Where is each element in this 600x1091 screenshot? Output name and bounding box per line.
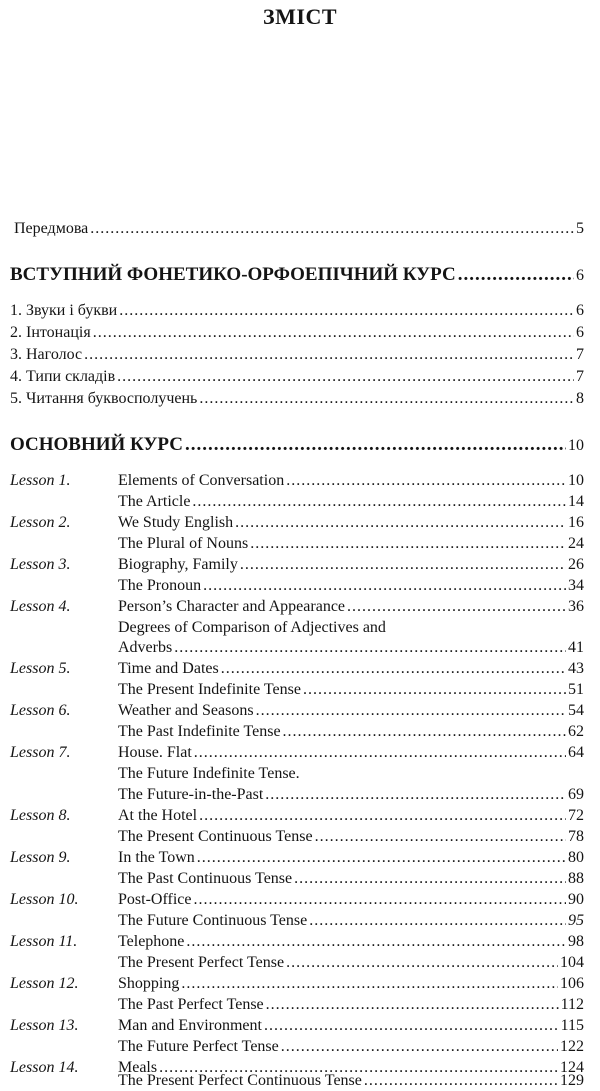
leader-dots <box>117 368 574 386</box>
toc-entry-label: Shopping <box>118 975 180 992</box>
toc-page-number: 26 <box>568 556 584 573</box>
lesson-number: Lesson 11. <box>10 933 78 950</box>
toc-entry[interactable] <box>118 723 584 741</box>
toc-page-number: 16 <box>568 514 584 531</box>
toc-entry[interactable] <box>118 514 584 532</box>
leader-dots <box>286 954 558 972</box>
toc-entry-label: The Past Continuous Tense <box>118 870 293 887</box>
leader-dots <box>93 324 574 342</box>
toc-entry[interactable] <box>118 660 584 678</box>
toc-entry[interactable] <box>118 996 584 1014</box>
toc-entry[interactable] <box>10 324 584 342</box>
toc-entry[interactable] <box>118 1072 584 1090</box>
toc-entry-label: 2. Інтонація <box>10 324 91 341</box>
leader-dots <box>281 1038 558 1056</box>
leader-dots <box>119 302 574 320</box>
lesson-number: Lesson 13. <box>10 1017 79 1034</box>
toc-entry-label: Biography, Family <box>118 556 238 573</box>
toc-entry-label: House. Flat <box>118 744 192 761</box>
toc-page-number: 34 <box>568 577 584 594</box>
toc-page-number: 112 <box>560 996 584 1013</box>
leader-dots <box>458 264 574 286</box>
toc-entry-label: The Future Continuous Tense <box>118 912 308 929</box>
toc-section-phonetics[interactable] <box>10 264 584 286</box>
leader-dots <box>192 493 566 511</box>
leader-dots <box>286 472 566 490</box>
toc-entry[interactable] <box>118 577 584 595</box>
toc-page-number: 6 <box>576 267 584 284</box>
leader-dots <box>84 346 574 364</box>
toc-entry[interactable] <box>118 1017 584 1035</box>
toc-entry[interactable] <box>118 472 584 490</box>
toc-page-number: 129 <box>560 1072 584 1089</box>
leader-dots <box>181 975 558 993</box>
toc-page-number: 64 <box>568 744 584 761</box>
toc-entry[interactable] <box>10 346 584 364</box>
leader-dots <box>265 786 566 804</box>
lesson-number: Lesson 1. <box>10 472 71 489</box>
toc-entry[interactable] <box>118 891 584 909</box>
leader-dots <box>315 828 566 846</box>
toc-entry[interactable] <box>118 681 584 699</box>
toc-entry-label: The Present Perfect Tense <box>118 954 285 971</box>
toc-entry[interactable] <box>118 870 584 888</box>
toc-page-number: 5 <box>576 220 584 237</box>
leader-dots <box>283 723 566 741</box>
toc-page-number: 124 <box>560 1059 584 1076</box>
toc-page-number: 95 <box>568 912 584 929</box>
leader-dots <box>197 849 566 867</box>
toc-entry-label: Elements of Conversation <box>118 472 285 489</box>
toc-entry-label: 3. Наголос <box>10 346 83 363</box>
toc-entry[interactable] <box>118 954 584 972</box>
toc-page-number: 14 <box>568 493 584 510</box>
toc-page-number: 98 <box>568 933 584 950</box>
lesson-number: Lesson 10. <box>10 891 79 908</box>
toc-entry-intro[interactable] <box>14 220 584 238</box>
toc-entry[interactable] <box>118 493 584 511</box>
toc-entry-label: The Present Indefinite Tense <box>118 681 301 698</box>
toc-entry-label: The Plural of Nouns <box>118 535 249 552</box>
toc-page-number: 69 <box>568 786 584 803</box>
lesson-number: Lesson 3. <box>10 556 71 573</box>
leader-dots <box>185 434 566 456</box>
toc-entry-label: In the Town <box>118 849 195 866</box>
lesson-number: Lesson 4. <box>10 598 71 615</box>
toc-entry[interactable] <box>118 535 584 553</box>
toc-entry[interactable] <box>118 933 584 951</box>
toc-section-main-course[interactable] <box>10 434 584 456</box>
toc-page-number: 41 <box>568 639 584 656</box>
toc-page-number: 78 <box>568 828 584 845</box>
toc-entry[interactable] <box>118 807 584 825</box>
toc-entry-label: The Article <box>118 493 191 510</box>
lesson-number: Lesson 14. <box>10 1059 79 1076</box>
toc-entry[interactable] <box>10 368 584 386</box>
leader-dots <box>309 912 566 930</box>
toc-entry[interactable] <box>118 1038 584 1056</box>
toc-page-number: 7 <box>576 368 584 385</box>
leader-dots <box>193 891 566 909</box>
toc-entry[interactable] <box>10 390 584 408</box>
toc-entry-label: Telephone <box>118 933 185 950</box>
toc-page-number: 10 <box>568 437 584 454</box>
toc-entry[interactable] <box>118 786 584 804</box>
toc-entry-label: Meals <box>118 1059 158 1076</box>
toc-page-number: 51 <box>568 681 584 698</box>
leader-dots <box>256 702 566 720</box>
toc-page-number: 24 <box>568 535 584 552</box>
toc-entry-label: Time and Dates <box>118 660 219 677</box>
leader-dots <box>235 514 566 532</box>
leader-dots <box>266 996 559 1014</box>
toc-entry[interactable] <box>118 828 584 846</box>
toc-entry[interactable] <box>118 556 584 574</box>
toc-page-number: 104 <box>560 954 584 971</box>
toc-page-number: 6 <box>576 302 584 319</box>
toc-entry[interactable] <box>118 639 584 657</box>
toc-entry-label: 5. Читання буквосполучень <box>10 390 198 407</box>
toc-entry-label: At the Hotel <box>118 807 198 824</box>
toc-page-number: 122 <box>560 1038 584 1055</box>
leader-dots <box>199 807 566 825</box>
toc-entry[interactable] <box>118 849 584 867</box>
toc-entry[interactable] <box>118 975 584 993</box>
lesson-number: Lesson 8. <box>10 807 71 824</box>
lesson-number: Lesson 12. <box>10 975 79 992</box>
toc-page-number: 80 <box>568 849 584 866</box>
toc-entry-label: 4. Типи складів <box>10 368 116 385</box>
toc-entry[interactable] <box>10 302 584 320</box>
toc-entry-label: The Past Indefinite Tense <box>118 723 281 740</box>
toc-entry-label: Weather and Seasons <box>118 702 254 719</box>
toc-entry-label: The Future Perfect Tense <box>118 1038 279 1055</box>
toc-page-number: 8 <box>576 390 584 407</box>
toc-page-number: 10 <box>568 472 584 489</box>
lesson-number: Lesson 9. <box>10 849 71 866</box>
toc-page-number: 115 <box>560 1017 584 1034</box>
section-heading: ОСНОВНИЙ КУРС <box>10 434 183 455</box>
toc-page-number: 62 <box>568 723 584 740</box>
toc-entry-label: Передмова <box>14 220 89 237</box>
toc-entry-continuation: Degrees of Comparison of Adjectives and <box>118 619 386 636</box>
toc-entry-label: 1. Звуки і букви <box>10 302 118 319</box>
toc-entry[interactable] <box>118 912 584 930</box>
toc-entry-label: The Present Perfect Continuous Tense <box>118 1072 362 1089</box>
toc-entry-label: The Future-in-the-Past <box>118 786 264 803</box>
toc-entry-label: Adverbs <box>118 639 173 656</box>
toc-page-number: 43 <box>568 660 584 677</box>
page-title: ЗМІСТ <box>263 4 337 29</box>
toc-page-number: 72 <box>568 807 584 824</box>
leader-dots <box>250 535 566 553</box>
leader-dots <box>186 933 566 951</box>
toc-entry[interactable] <box>118 598 584 616</box>
toc-entry-label: The Pronoun <box>118 577 202 594</box>
leader-dots <box>240 556 566 574</box>
toc-entry-label: Post-Office <box>118 891 192 908</box>
leader-dots <box>347 598 566 616</box>
leader-dots <box>199 390 574 408</box>
toc-entry-label: Man and Environment <box>118 1017 262 1034</box>
leader-dots <box>90 220 574 238</box>
leader-dots <box>194 744 566 762</box>
leader-dots <box>264 1017 559 1035</box>
lesson-number: Lesson 6. <box>10 702 71 719</box>
leader-dots <box>364 1072 558 1090</box>
lesson-number: Lesson 2. <box>10 514 71 531</box>
toc-entry-label: The Present Continuous Tense <box>118 828 313 845</box>
toc-page-number: 106 <box>560 975 584 992</box>
leader-dots <box>221 660 566 678</box>
section-heading: ВСТУПНИЙ ФОНЕТИКО-ОРФОЕПІЧНИЙ КУРС <box>10 264 456 285</box>
toc-entry[interactable] <box>118 702 584 720</box>
toc-page-number: 36 <box>568 598 584 615</box>
toc-page-number: 90 <box>568 891 584 908</box>
toc-page-number: 7 <box>576 346 584 363</box>
toc-entry-label: Person’s Character and Appearance <box>118 598 346 615</box>
leader-dots <box>203 577 566 595</box>
toc-entry-continuation: The Future Indefinite Tense. <box>118 765 300 782</box>
toc-entry-label: We Study English <box>118 514 234 531</box>
toc-page-number: 6 <box>576 324 584 341</box>
toc-entry-label: The Past Perfect Tense <box>118 996 264 1013</box>
leader-dots <box>174 639 566 657</box>
leader-dots <box>294 870 566 888</box>
toc-page-number: 88 <box>568 870 584 887</box>
lesson-number: Lesson 7. <box>10 744 71 761</box>
toc-page-number: 54 <box>568 702 584 719</box>
toc-entry[interactable] <box>118 744 584 762</box>
leader-dots <box>303 681 566 699</box>
lesson-number: Lesson 5. <box>10 660 71 677</box>
